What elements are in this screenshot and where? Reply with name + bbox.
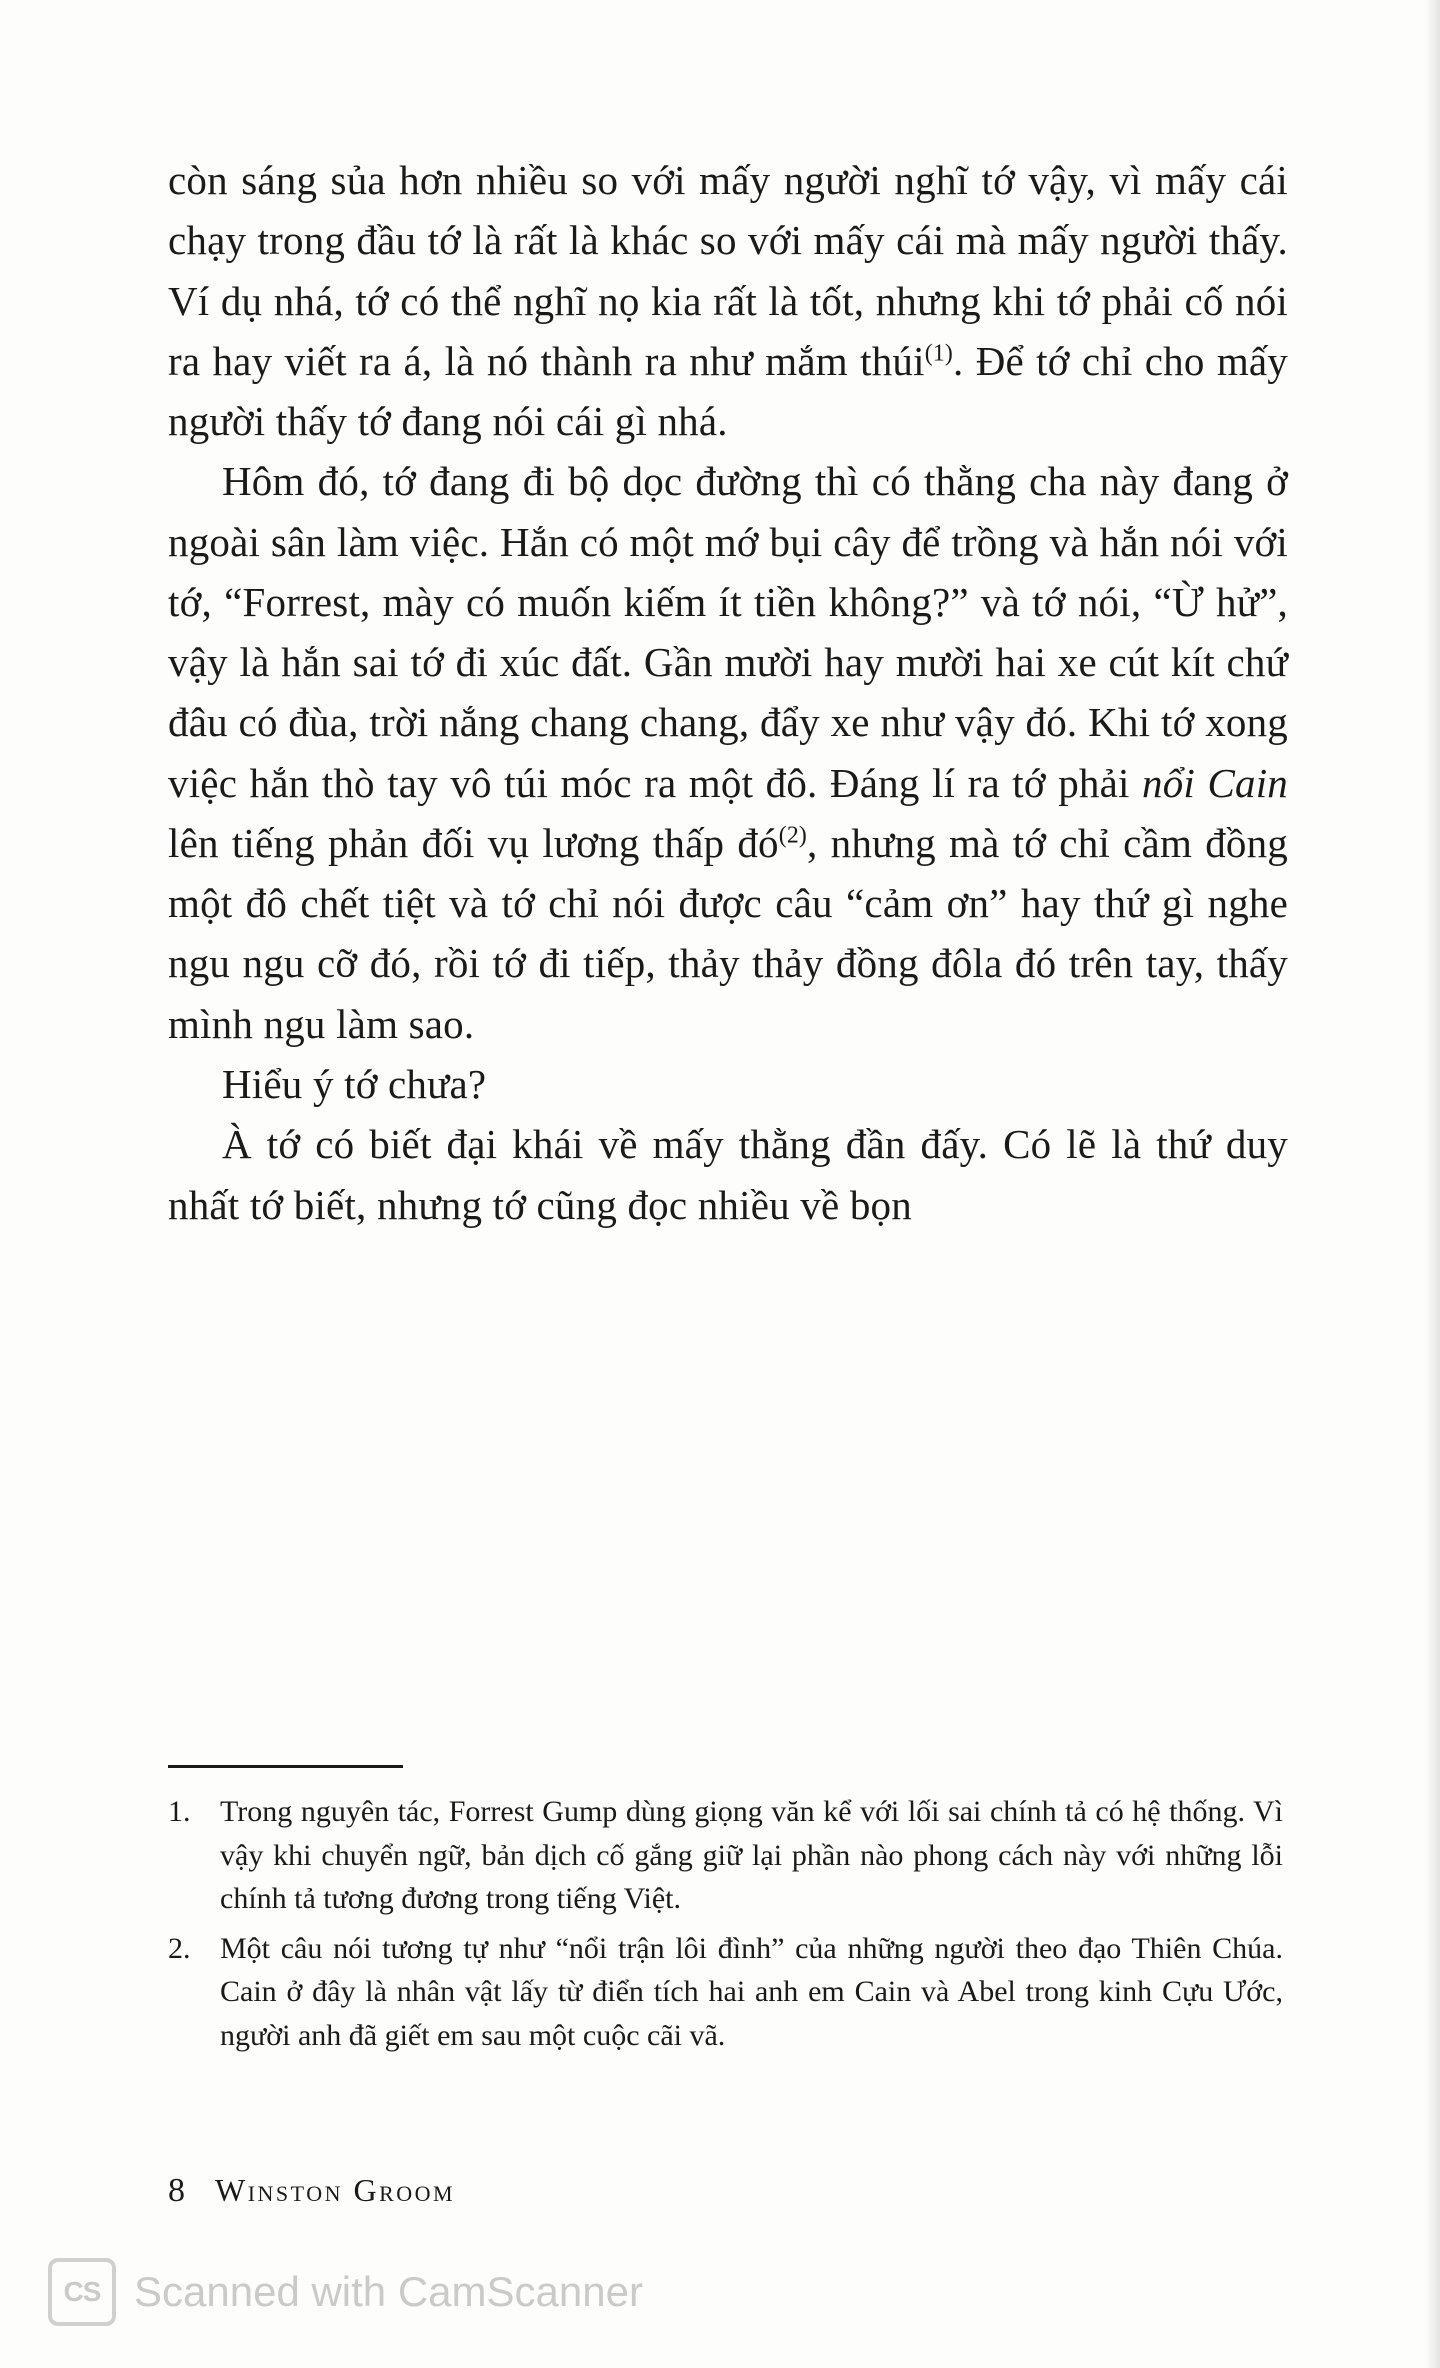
page-footer: [168, 2172, 455, 2210]
text-run: Hôm đó, tớ đang đi bộ dọc đường thì có thằng cha này đang ở ngoài sân làm việc. Hắn có một mớ bụi cây để trồng và hắn nói với tớ, “Forrest, mày có muốn kiếm ít tiền không?” và tớ nói, “Ừ hử”, vậy là hắn sai tớ đi xúc đất. Gần mười hay mười hai xe cút kít chứ đâu có đùa, trời nắng chang chang, đẩy xe như vậy đó. Khi tớ xong việc hắn thò tay vô túi móc ra một đô. Đáng lí ra tớ phải: [168, 458, 1288, 806]
footnote-item: [168, 1790, 1283, 1921]
paragraph-1: [168, 150, 1288, 451]
footnote-number: 1.: [168, 1795, 191, 1828]
paragraph-3-text: [222, 1061, 486, 1107]
text-run: còn sáng sủa hơn nhiều so với mấy người nghĩ tớ vậy, vì mấy cái chạy trong đầu tớ là rất là khác so với mấy cái mà mấy người thấy. Ví dụ nhá, tớ có thể nghĩ nọ kia rất là tốt, nhưng khi tớ phải cố nói ra hay viết ra á, là nó thành ra như mắm thúi: [168, 157, 1288, 384]
footnote-text: Trong nguyên tác, Forrest Gump dùng giọng văn kể với lối sai chính tả có hệ thống. Vì vậy khi chuyển ngữ, bản dịch cố gắng giữ lại phần nào phong cách này với những lỗi chính tả tương đương trong tiếng Việt.: [220, 1795, 1283, 1915]
paragraph-1-text: [168, 157, 1288, 444]
paragraph-2: [168, 451, 1288, 1054]
page-edge-shadow: [1426, 0, 1440, 2368]
footnote-item: [168, 1927, 1283, 2058]
italic-phrase: nổi Cain: [1142, 759, 1289, 806]
footnote-text: Một câu nói tương tự như “nổi trận lôi đình” của những người theo đạo Thiên Chúa. Cain ở đây là nhân vật lấy từ điển tích hai anh em Cain và Abel trong kinh Cựu Ước, người anh đã giết em sau một cuộc cãi vã.: [220, 1931, 1283, 2052]
paragraph-4: [168, 1114, 1288, 1235]
camscanner-badge-icon: CS: [48, 2258, 116, 2326]
text-run: Hiểu ý tớ chưa?: [222, 1060, 487, 1107]
text-run: . Để tớ chỉ cho mấy người thấy tớ đang nói cái gì nhá.: [168, 337, 1289, 445]
footnote-list: [168, 1790, 1283, 2063]
footnote-marker: (1): [924, 340, 954, 367]
paragraph-2-text: [168, 458, 1288, 1046]
paragraph-3: [168, 1054, 1288, 1114]
page-body: [168, 150, 1288, 1235]
running-head: Winston Groom: [215, 2172, 456, 2208]
text-run: À tớ có biết đại khái về mấy thằng đần đấy. Có lẽ là thứ duy nhất tớ biết, nhưng tớ cũng đọc nhiều về bọn: [168, 1121, 1288, 1228]
paragraph-4-text: [168, 1121, 1288, 1227]
text-run: lên tiếng phản đối vụ lương thấp đó: [168, 819, 779, 866]
page-number: 8: [168, 2172, 185, 2209]
footnote-marker: (2): [778, 822, 808, 849]
camscanner-label: Scanned with CamScanner: [134, 2268, 643, 2315]
footnote-number: 2.: [168, 1931, 191, 1965]
text-run: , nhưng mà tớ chỉ cầm đồng một đô chết tiệt và tớ chỉ nói được câu “cảm ơn” hay thứ gì nghe ngu ngu cỡ đó, rồi tớ đi tiếp, thảy thảy đồng đôla đó trên tay, thấy mình ngu làm sao.: [168, 819, 1288, 1047]
camscanner-watermark: [48, 2258, 643, 2326]
footnote-divider: [168, 1765, 403, 1768]
